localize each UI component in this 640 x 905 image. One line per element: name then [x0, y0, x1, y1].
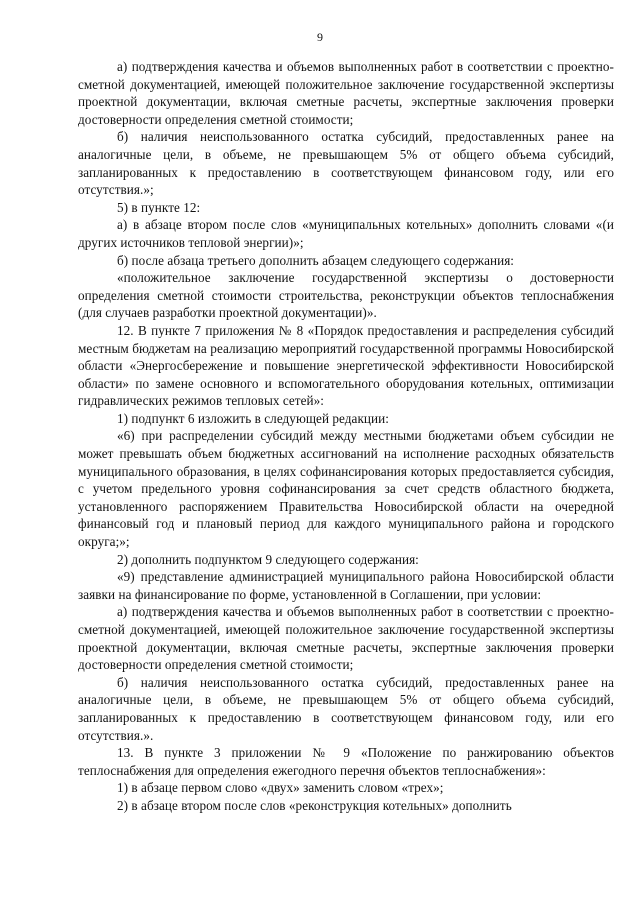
paragraph: «положительное заключение государственной экспертизы о достоверности определения сметной стоимости строительства, реконструкции объектов теплоснабжения (для случаев разработки проектной документации)».: [78, 270, 614, 321]
paragraph: 2) дополнить подпунктом 9 следующего содержания:: [117, 551, 419, 567]
paragraph: а) в абзаце втором после слов «муниципальных котельных» дополнить словами «(и других источников тепловой энергии)»;: [78, 217, 614, 250]
document-body: [78, 58, 614, 815]
paragraph: «6) при распределении субсидий между местными бюджетами объем субсидии не может превышать объем бюджетных ассигнований на исполнение расходных обязательств муниципального образования, в целях софинансирования которых предоставляется субсидия, с учетом предельного уровня софинансирования за счет средств областного бюджета, установленного распоряжением Правительства Новосибирской области на очередной финансовый год и плановый период для каждого муниципального района и городского округа;»;: [78, 428, 614, 550]
page-number: 9: [317, 30, 323, 44]
paragraph: 12. В пункте 7 приложения № 8 «Порядок предоставления и распределения субсидий местным бюджетам на реализацию мероприятий государственной программы Новосибирской области «Энергосбережение и повышение энергетической эффективности Новосибирской области» по замене основного и вспомогательного оборудования котельных, оптимизации гидравлических режимов тепловых сетей»:: [78, 322, 614, 409]
paragraph: 1) подпункт 6 изложить в следующей редакции:: [117, 410, 389, 426]
paragraph: 13. В пункте 3 приложении № 9 «Положение по ранжированию объектов теплоснабжения для определения ежегодного перечня объектов теплоснабжения»:: [78, 745, 614, 778]
paragraph: б) наличия неиспользованного остатка субсидий, предоставленных ранее на аналогичные цели, в объеме, не превышающем 5% от общего объема субсидий, запланированных к предоставлению в соответствующем финансовом году, или его отсутствия.».: [78, 674, 614, 743]
paragraph: 2) в абзаце втором после слов «реконструкция котельных» дополнить: [117, 797, 512, 813]
paragraph: б) наличия неиспользованного остатка субсидий, предоставленных ранее на аналогичные цели, в объеме, не превышающем 5% от общего объема субсидий, запланированных к предоставлению в соответствующем финансовом году, или его отсутствия.»;: [78, 129, 614, 198]
paragraph: б) после абзаца третьего дополнить абзацем следующего содержания:: [117, 252, 515, 268]
paragraph: 5) в пункте 12:: [117, 199, 201, 215]
paragraph: а) подтверждения качества и объемов выполненных работ в соответствии с проектно-сметной документацией, имеющей положительное заключение государственной экспертизы проектной документации, включая сметные расчеты, экспертные заключения проверки достоверности определения сметной стоимости;: [78, 604, 614, 673]
paragraph: а) подтверждения качества и объемов выполненных работ в соответствии с проектно-сметной документацией, имеющей положительное заключение государственной экспертизы проектной документации, включая сметные расчеты, экспертные заключения проверки достоверности определения сметной стоимости;: [78, 59, 614, 127]
paragraph: 1) в абзаце первом слово «двух» заменить словом «трех»;: [117, 780, 444, 796]
paragraph: «9) представление администрацией муниципального района Новосибирской области заявки на финансирование по форме, установленной в Соглашении, при условии:: [78, 569, 614, 602]
